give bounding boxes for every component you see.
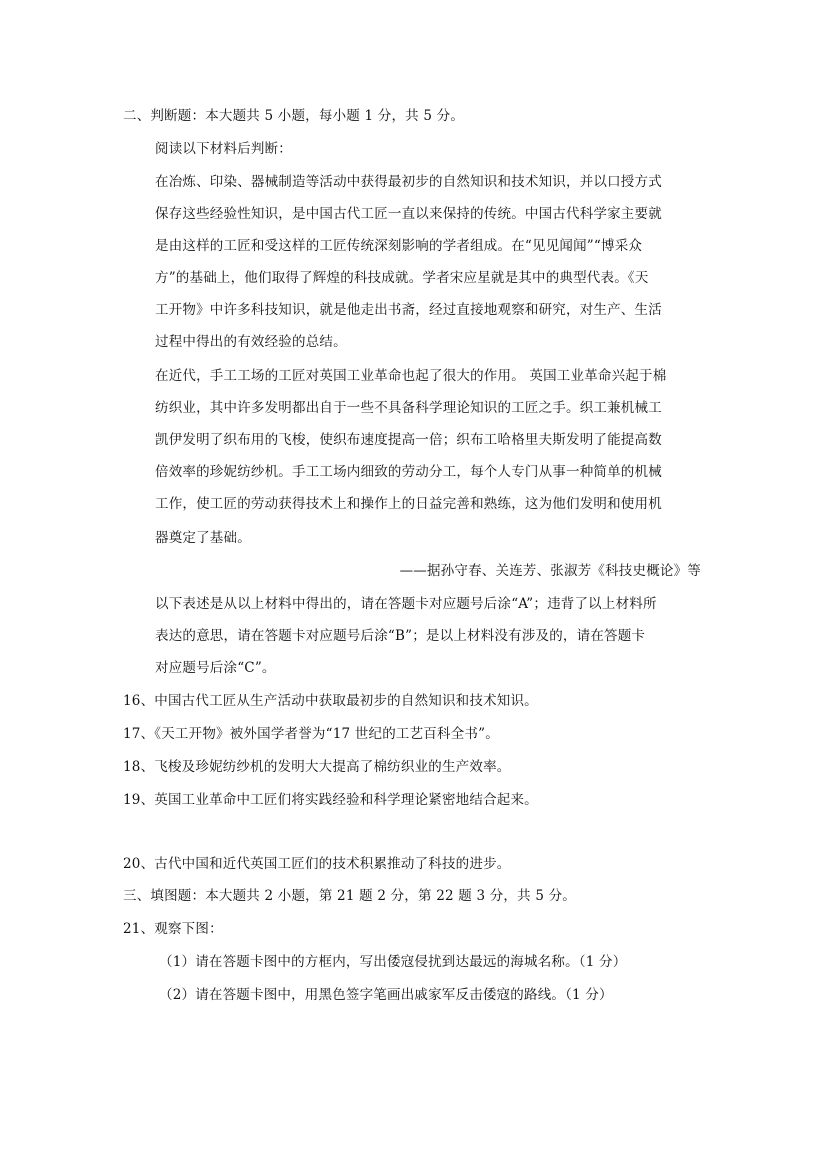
material-line: 保存这些经验性知识，是中国古代工匠一直以来保持的传统。中国古代科学家主要就	[155, 206, 662, 222]
material-line: 在冶炼、印染、器械制造等活动中获得最初步的自然知识和技术知识，并以口授方式	[155, 174, 662, 190]
question-17: 17、《天工开物》被外国学者誉为“17 世纪的工艺百科全书”。	[123, 726, 499, 742]
material-line: 工作，使工匠的劳动获得技术上和操作上的日益完善和熟练，这为他们发明和使用机	[155, 496, 662, 512]
section-3-heading: 三、填图题：本大题共 2 小题，第 21 题 2 分，第 22 题 3 分，共 5 分。	[123, 888, 577, 904]
question-21-part-2: （2）请在答题卡图中，用黑色签字笔画出戚家军反击倭寇的路线。（1 分）	[159, 987, 613, 1003]
question-19: 19、英国工业革命中工匠们将实践经验和科学理论紧密地结合起来。	[123, 792, 538, 808]
material-line: 倍效率的珍妮纺纱机。手工工场内细致的劳动分工，每个人专门从事一种简单的机械	[155, 464, 662, 480]
instruction-line: 表达的意思，请在答题卡对应题号后涂“B”；是以上材料没有涉及的，请在答题卡	[155, 628, 646, 644]
material-line: 过程中得出的有效经验的总结。	[155, 334, 347, 350]
reading-intro: 阅读以下材料后判断：	[155, 141, 292, 157]
material-line: 方”的基础上，他们取得了辉煌的科技成就。学者宋应星就是其中的典型代表。《天	[155, 270, 649, 286]
question-21-part-1: （1）请在答题卡图中的方框内，写出倭寇侵扰到达最远的海城名称。（1 分）	[159, 954, 627, 970]
instruction-line: 以下表述是从以上材料中得出的，请在答题卡对应题号后涂“A”；违背了以上材料所	[155, 596, 657, 612]
material-source: ——据孙守春、关连芳、张淑芳《科技史概论》等	[399, 563, 701, 579]
material-line: 器奠定了基础。	[155, 530, 251, 546]
question-21: 21、观察下图：	[123, 921, 223, 937]
question-20: 20、古代中国和近代英国工匠们的技术积累推动了科技的进步。	[123, 856, 511, 872]
material-line: 纺织业，其中许多发明都出自于一些不具备科学理论知识的工匠之手。织工兼机械工	[155, 400, 662, 416]
question-16: 16、中国古代工匠从生产活动中获取最初步的自然知识和技术知识。	[123, 693, 538, 709]
material-line: 是由这样的工匠和受这样的工匠传统深刻影响的学者组成。在“见见闻闻”“博采众	[155, 238, 643, 254]
instruction-line: 对应题号后涂“C”。	[155, 660, 276, 676]
question-18: 18、飞梭及珍妮纺纱机的发明大大提高了棉纺织业的生产效率。	[123, 759, 511, 775]
section-2-heading: 二、判断题：本大题共 5 小题，每小题 1 分，共 5 分。	[123, 108, 465, 124]
material-line: 凯伊发明了织布用的飞梭，使织布速度提高一倍；织布工哈格里夫斯发明了能提高数	[155, 432, 662, 448]
material-line: 在近代，手工工场的工匠对英国工业革命也起了很大的作用。 英国工业革命兴起于棉	[155, 368, 667, 384]
material-line: 工开物》中许多科技知识，就是他走出书斋，经过直接地观察和研究，对生产、生活	[155, 302, 662, 318]
